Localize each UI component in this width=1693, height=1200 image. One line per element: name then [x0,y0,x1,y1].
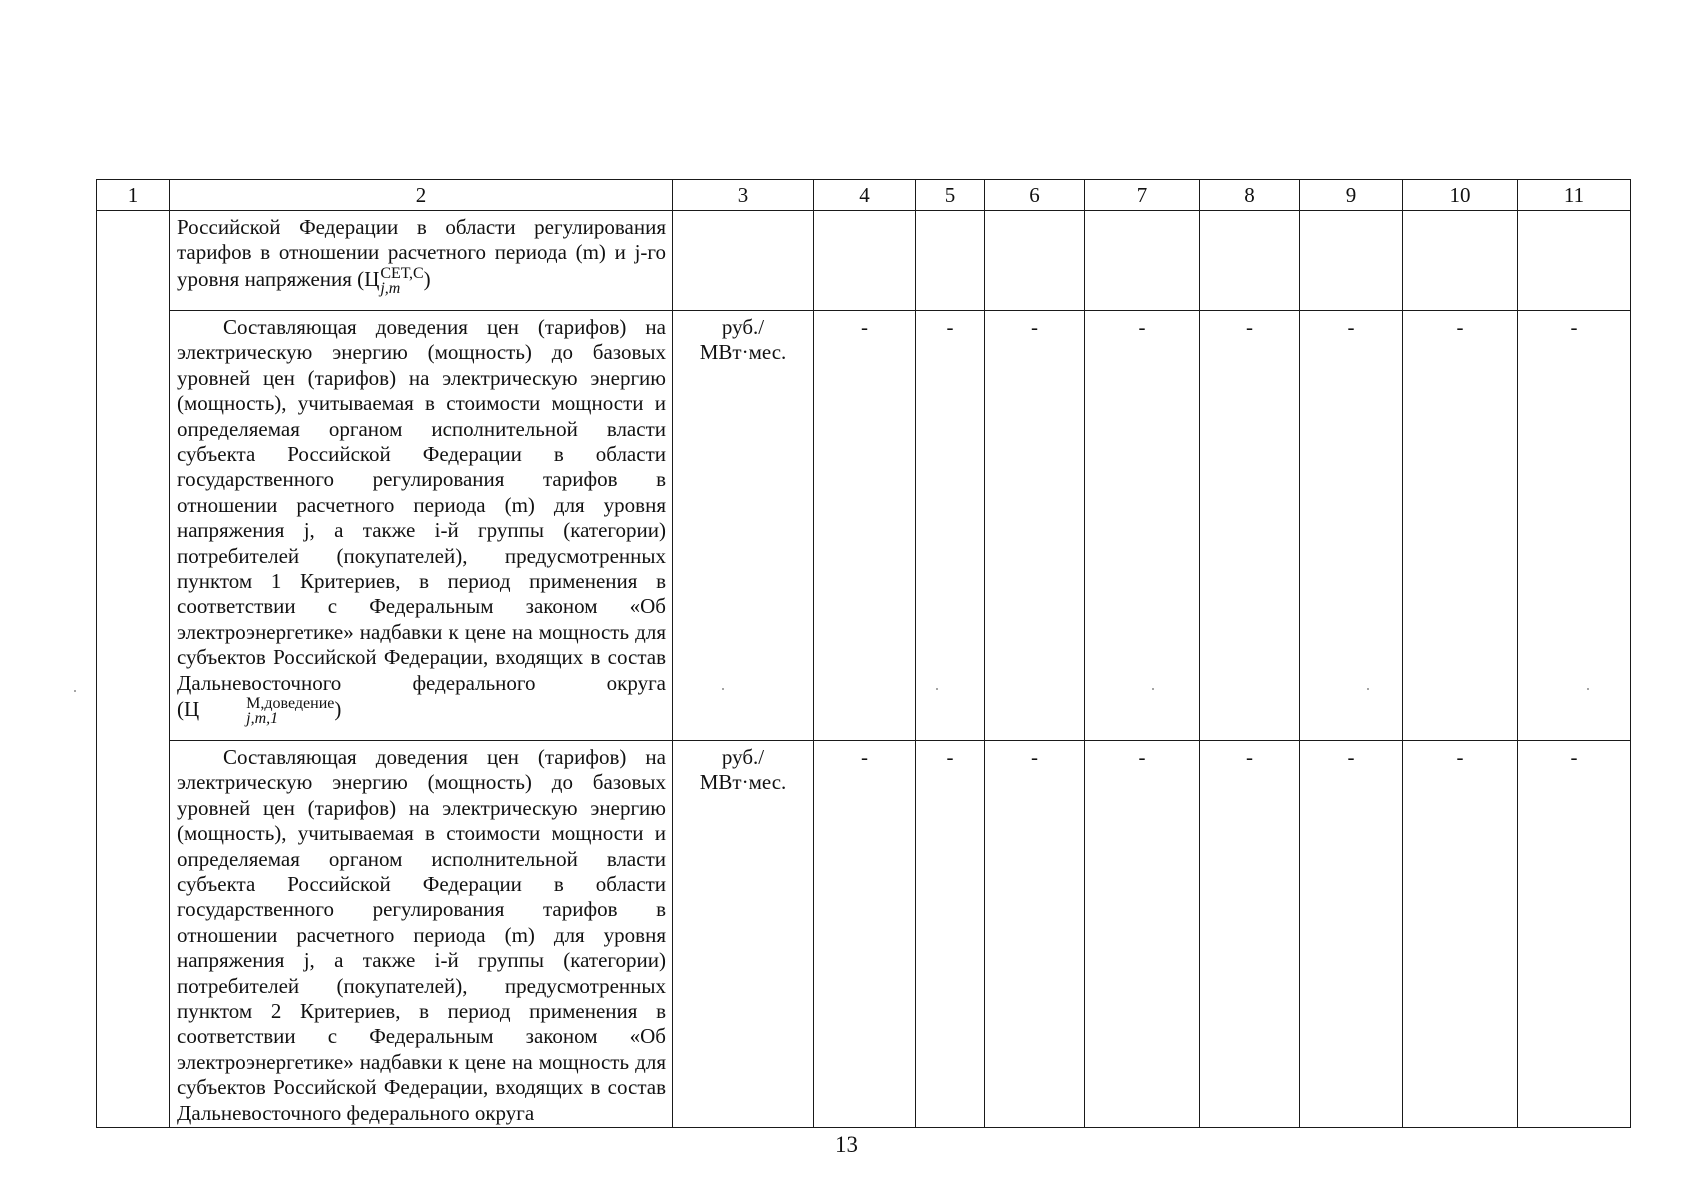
value-cell [814,211,916,311]
description-cell [170,311,673,741]
unit-line: МВт·мес. [699,770,787,795]
value-cell: - [1403,741,1518,1128]
value-cell: - [1200,311,1300,741]
value-cell [1085,211,1200,311]
symbol-base: Ц [364,266,380,291]
scan-speck [1152,688,1154,690]
column-number-cell: 1 [97,180,170,211]
column-number-row [97,180,1631,211]
unit-cell [673,311,814,741]
table-row [97,211,1631,311]
scan-speck [1587,688,1589,690]
value-cell [916,211,985,311]
value-cell: - [1518,311,1631,741]
unit-cell [673,741,814,1128]
formula-symbol [177,695,342,728]
tariff-table [96,179,1631,1128]
value-cell: - [814,311,916,741]
value-cell: - [985,741,1085,1128]
scan-speck [74,690,76,692]
symbol-subscript: j,m [380,279,401,297]
value-cell [1403,211,1518,311]
value-cell: - [1403,311,1518,741]
column-number-cell: 4 [814,180,916,211]
column-number-cell: 11 [1518,180,1631,211]
column-number-cell: 6 [985,180,1085,211]
value-cell [1300,211,1403,311]
description-cell [170,741,673,1128]
column-number-cell: 10 [1403,180,1518,211]
column-number-cell: 7 [1085,180,1200,211]
symbol-subscript: j,m,1 [246,710,279,728]
value-cell [1200,211,1300,311]
scan-speck [722,688,724,690]
column-number-cell: 5 [916,180,985,211]
symbol-open-paren: ( [177,696,184,721]
closing-paren: ) [423,266,431,291]
page-number: 13 [835,1132,858,1157]
value-cell [1518,211,1631,311]
symbol-base: Ц [184,696,200,721]
scan-speck [1367,688,1369,690]
value-cell: - [1085,741,1200,1128]
unit-line: руб./ [721,315,765,339]
symbol-superscript: СЕТ,С [380,264,424,282]
value-cell: - [1085,311,1200,741]
formula-symbol [364,264,424,297]
scan-speck [936,688,938,690]
symbol-superscript: М,доведение [246,695,335,713]
row-index-cell [97,211,170,1128]
table-row [97,311,1631,741]
column-number-cell: 3 [673,180,814,211]
unit-line: руб./ [721,745,765,769]
value-cell: - [985,311,1085,741]
column-number-cell: 2 [170,180,673,211]
symbol-close-paren: ) [334,696,342,721]
value-cell: - [1300,311,1403,741]
value-cell: - [1200,741,1300,1128]
column-number-cell: 9 [1300,180,1403,211]
value-cell [985,211,1085,311]
description-text: Составляющая доведения цен (тарифов) на электрическую энергию (мощность) до базовых уровней цен (тарифов) на электрическую энергию (мощность), учитываемая в стоимости мощности и определяемая органом исполнительной власти субъекта Российской Федерации в области государственного регулирования тарифов в отношении расчетного периода (m) для уровня напряжения j, а также i-й группы (категории) потребителей (покупателей), предусмотренных пунктом 1 Критериев, в период применения в соответствии с Федеральным законом «Об электроэнергетике» надбавки к цене на мощность для субъектов Российской Федерации, входящих в состав Дальневосточного федерального округа [177,315,666,695]
description-text: Составляющая доведения цен (тарифов) на электрическую энергию (мощность) до базовых уровней цен (тарифов) на электрическую энергию (мощность), учитываемая в стоимости мощности и определяемая органом исполнительной власти субъекта Российской Федерации в области государственного регулирования тарифов в отношении расчетного периода (m) для уровня напряжения j, а также i-й группы (категории) потребителей (покупателей), предусмотренных пунктом 2 Критериев, в период применения в соответствии с Федеральным законом «Об электроэнергетике» надбавки к цене на мощность для субъектов Российской Федерации, входящих в состав Дальневосточного федерального округа [177,745,666,1125]
unit-cell [673,211,814,311]
value-cell: - [916,741,985,1128]
description-text: Российской Федерации в области регулирования тарифов в отношении расчетного периода (m) и j-го уровня напряжения ( [177,215,666,291]
column-number-cell: 8 [1200,180,1300,211]
table-row [97,741,1631,1128]
unit-line: МВт·мес. [699,340,787,365]
description-cell [170,211,673,311]
value-cell: - [1518,741,1631,1128]
value-cell: - [1300,741,1403,1128]
value-cell: - [814,741,916,1128]
value-cell: - [916,311,985,741]
